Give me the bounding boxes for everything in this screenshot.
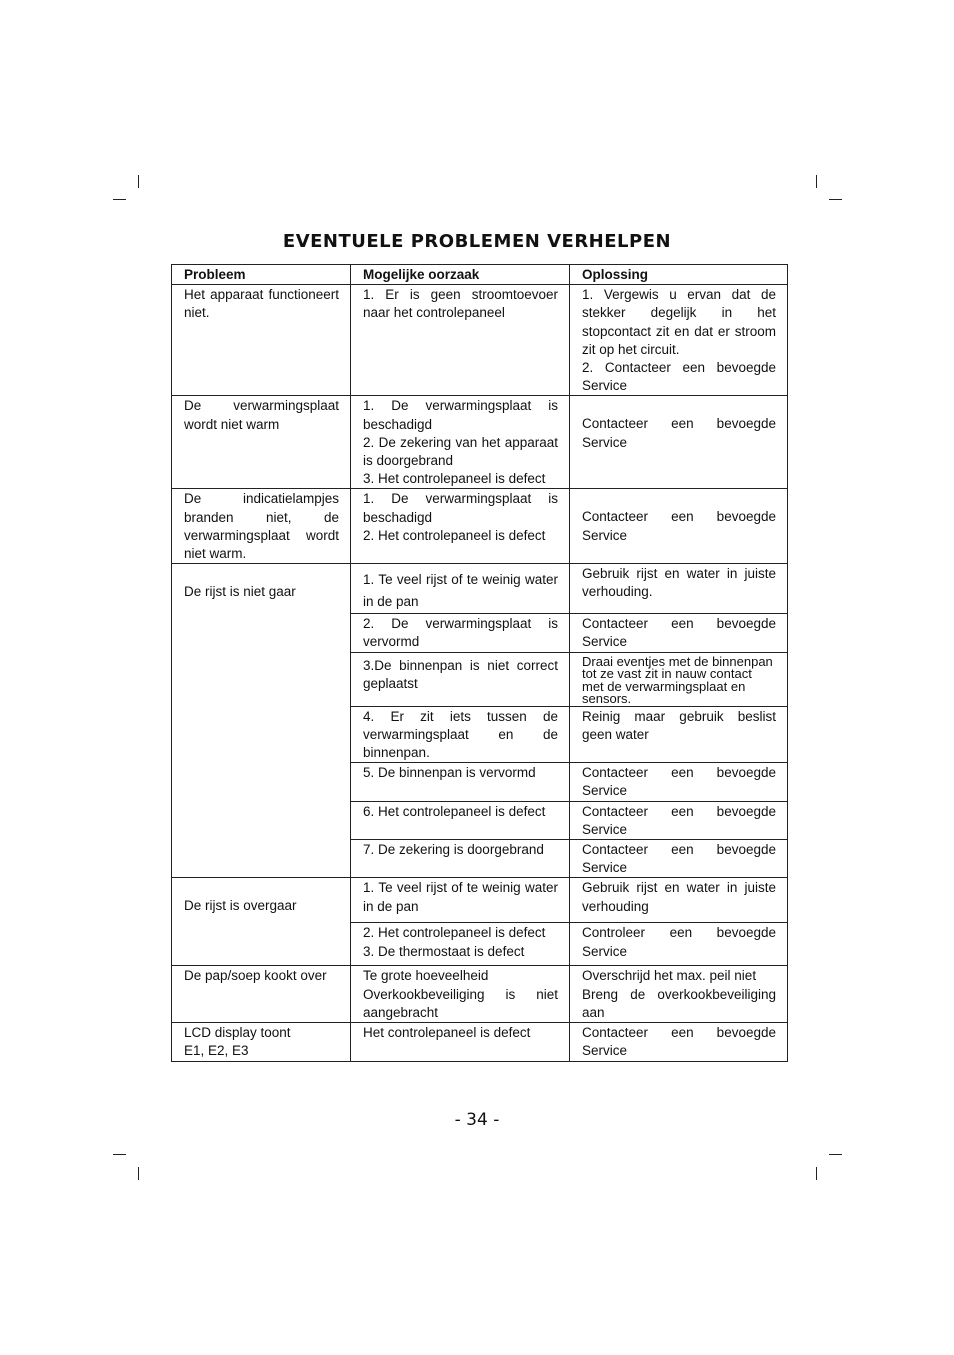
solution-cell (570, 489, 788, 564)
cause-cell (351, 489, 570, 564)
header-solution: Oplossing (570, 265, 788, 285)
problem-line: LCD display toont (184, 1025, 291, 1041)
problem-line: E1, E2, E3 (184, 1043, 249, 1059)
solution-cell: Contacteer een bevoegde Service (570, 840, 788, 878)
problem-cell: De pap/soep kookt over (172, 966, 351, 1023)
header-cause: Mogelijke oorzaak (351, 265, 570, 285)
cause-cell (351, 923, 570, 966)
cause-line: Overkookbeveiliging is niet aangebracht (363, 986, 558, 1020)
problem-cell: De rijst is overgaar (172, 878, 351, 966)
crop-mark-top-right-horizontal (829, 199, 842, 200)
cause-cell (351, 878, 570, 923)
cause-cell: 4. Er zit iets tussen de verwarmingsplaat en de binnenpan. (351, 706, 570, 763)
cause-line: Het controlepaneel is defect (363, 1025, 531, 1041)
solution-cell: Contacteer een bevoegde Service (570, 614, 788, 652)
problem-cell: De rijst is niet gaar (172, 564, 351, 878)
cause-cell: 5. De binnenpan is vervormd (351, 763, 570, 801)
cause-line: 3. Het controlepaneel is defect (363, 471, 546, 487)
solution-line: 1. Vergewis u ervan dat de stekker degelijk in het stopcontact zit en dat er stroom zit op het circuit. (582, 287, 776, 357)
table-row (172, 564, 788, 614)
solution-cell (570, 396, 788, 489)
cause-line: 1. Te veel rijst of te weinig water in de pan (363, 880, 558, 914)
cause-cell: 2. De verwarmingsplaat is vervormd (351, 614, 570, 652)
crop-mark-bottom-left-vertical (138, 1167, 139, 1180)
cause-line: 2. Het controlepaneel is defect (363, 925, 546, 941)
problem-cell: De indicatielampjes branden niet, de verwarmingsplaat wordt niet warm. (172, 489, 351, 564)
solution-line: 2. Contacteer een bevoegde Service (582, 360, 776, 394)
cause-cell (351, 966, 570, 1023)
crop-mark-top-left-vertical (138, 175, 139, 188)
table-row (172, 285, 788, 396)
solution-line: Contacteer een bevoegde Service (582, 509, 776, 543)
crop-mark-top-right-vertical (816, 175, 817, 188)
crop-mark-bottom-right-vertical (816, 1167, 817, 1180)
solution-cell: Controleer een bevoegde Service (570, 923, 788, 966)
solution-cell (570, 1023, 788, 1061)
header-problem: Probleem (172, 265, 351, 285)
cause-cell: 1. Te veel rijst of te weinig water in de pan (351, 564, 570, 614)
cause-line: 2. De zekering van het apparaat is doorgebrand (363, 434, 558, 469)
table-row (172, 489, 788, 564)
cause-line: 1. De verwarmingsplaat is beschadigd (363, 398, 558, 432)
table-row (172, 396, 788, 489)
cause-cell: 6. Het controlepaneel is defect (351, 801, 570, 839)
solution-cell: Gebruik rijst en water in juiste verhouding. (570, 564, 788, 614)
solution-cell: Contacteer een bevoegde Service (570, 763, 788, 801)
table-row (172, 878, 788, 923)
cause-cell: 7. De zekering is doorgebrand (351, 840, 570, 878)
crop-mark-bottom-right-horizontal (829, 1154, 842, 1155)
solution-cell: Gebruik rijst en water in juiste verhouding (570, 878, 788, 923)
solution-cell: Contacteer een bevoegde Service (570, 801, 788, 839)
table-row (172, 966, 788, 1023)
problem-cell: Het apparaat functioneert niet. (172, 285, 351, 396)
page-number: - 34 - (454, 1110, 500, 1130)
cause-cell (351, 1023, 570, 1061)
solution-line: Contacteer een bevoegde Service (582, 1025, 776, 1059)
page-title: EVENTUELE PROBLEMEN VERHELPEN (282, 231, 672, 252)
solution-cell (570, 285, 788, 396)
cause-cell (351, 396, 570, 489)
problem-cell: De verwarmingsplaat wordt niet warm (172, 396, 351, 489)
cause-line: 1. De verwarmingsplaat is beschadigd (363, 491, 558, 525)
crop-mark-top-left-horizontal (113, 199, 126, 200)
cause-line: 3. De thermostaat is defect (363, 943, 525, 959)
solution-line: Overschrijd het max. peil niet (582, 968, 757, 984)
solution-line: Breng de overkookbeveiliging aan (582, 986, 776, 1020)
cause-cell: 3.De binnenpan is niet correct geplaatst (351, 652, 570, 706)
cause-line: 2. Het controlepaneel is defect (363, 527, 546, 543)
table-row (172, 1023, 788, 1061)
problem-cell (172, 1023, 351, 1061)
solution-cell: Reinig maar gebruik beslist geen water (570, 706, 788, 763)
table-header-row (172, 265, 788, 285)
solution-cell (570, 966, 788, 1023)
cause-line: 1. Er is geen stroomtoevoer naar het controlepaneel (363, 287, 558, 321)
solution-cell: Draai eventjes met de binnenpan tot ze vast zit in nauw contact met de verwarmingsplaat en sensors. (570, 652, 788, 706)
troubleshooting-table (171, 264, 788, 1062)
solution-line: Contacteer een bevoegde Service (582, 416, 776, 450)
cause-cell (351, 285, 570, 396)
crop-mark-bottom-left-horizontal (113, 1154, 126, 1155)
cause-line: Te grote hoeveelheid (363, 968, 489, 984)
